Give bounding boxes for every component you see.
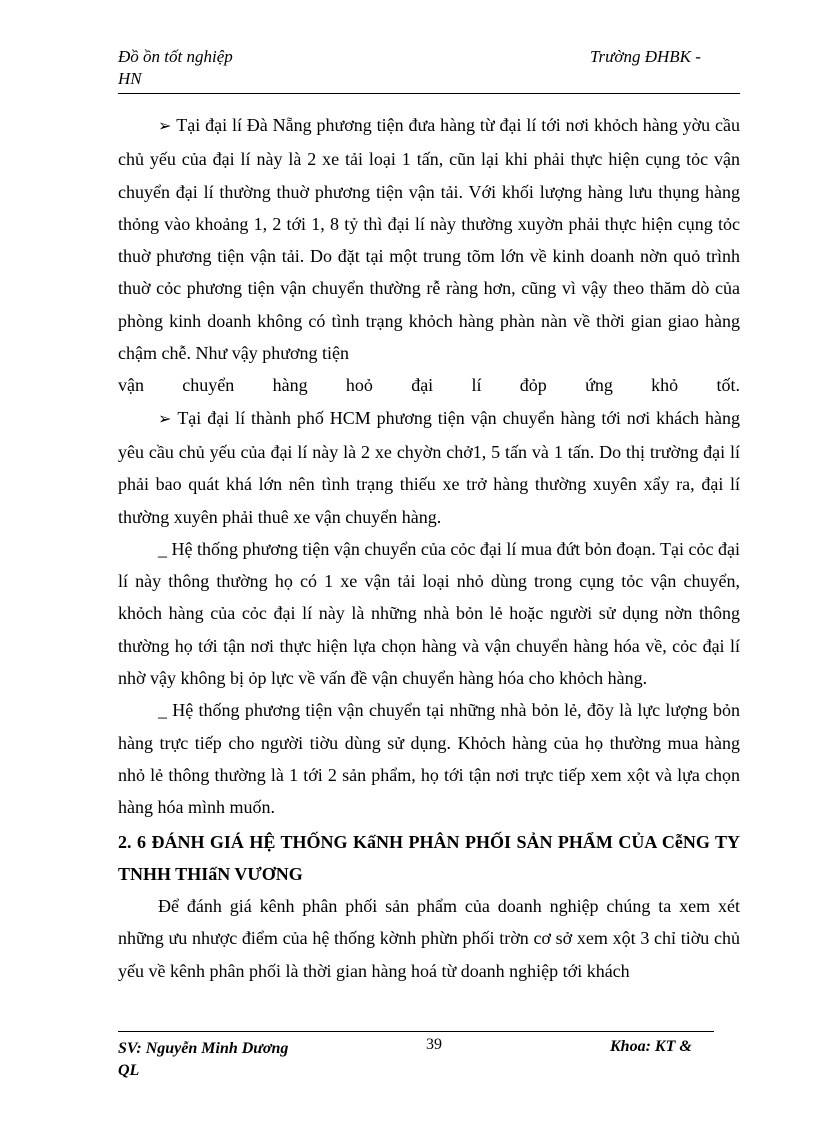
paragraph-danang-text: Tại đại lí Đà Nẵng phương tiện đưa hàng từ đại lí tới nơi khỏch hàng yờu cầu chủ yếu của đại lí này là 2 xe tải loại 1 tấn, cũn lại khi phải thực hiện cụng tỏc vận chuyển đại lí thường thuờ phương tiện vận tải. Với khối lượng hàng lưu thụng hàng thỏng vào khoảng 1, 2 tới 1, 8 tỷ thì đại lí này thường xuyờn phải thực hiện cụng tỏc thuờ phương tiện vận tải. Do đặt tại một trung tõm lớn về kinh doanh nờn quỏ trình thuờ cỏc phương tiện vận chuyển thường rễ ràng hơn, cũng vì vậy theo thăm dò của phòng kinh doanh không có tình trạng khỏch hàng phàn nàn về thời gian giao hàng chậm chễ. Như vậy phương tiện [118,115,741,364]
paragraph-danang [118,109,740,369]
paragraph-retailers: _ Hệ thống phương tiện vận chuyển tại những nhà bỏn lẻ, đõy là lực lượng bỏn hàng trực tiếp cho người tiờu dùng sử dụng. Khỏch hàng của họ thường mua hàng nhỏ lẻ thông thường là 1 tới 2 sản phẩm, họ tới tận nơi trực tiếp xem xột và lựa chọn hàng hóa mình muốn. [118,700,740,818]
header-divider [118,93,740,94]
paragraph-danang-last-line: vận chuyển hàng hoỏ đại lí đỏp ứng khỏ tốt. [118,375,740,396]
footer-divider [118,1031,714,1032]
header-right: Trường ĐHBK - [590,47,701,66]
footer-faculty: Khoa: KT & [610,1038,692,1055]
header-left-line2: HN [118,69,142,88]
document-body [118,109,740,987]
arrow-bullet-icon: ➢ [158,410,172,428]
footer-student-line1: SV: Nguyễn Minh Dương [118,1040,289,1057]
section-heading: 2. 6 ĐÁNH GIÁ HỆ THỐNG KấNH PHÂN PHỐI SẢN PHẨM CỦA CễNG TY TNHH THIấN VƯƠNG [118,831,740,884]
arrow-bullet-icon: ➢ [158,118,172,135]
header-left-line1: Đồ ồn tốt nghiệp [118,47,233,66]
header-left [118,46,233,90]
paragraph-evaluation: Để đánh giá kênh phân phối sản phẩm của doanh nghiệp chúng ta xem xét những ưu nhược điểm của hệ thống kờnh phừn phối trờn cơ sở xem xột 3 chỉ tiờu chủ yếu về kênh phân phối là thời gian hàng hoá từ doanh nghiệp tới khách [118,896,740,981]
paragraph-hcm-text: Tại đại lí thành phố HCM phương tiện vận chuyển hàng tới nơi khách hàng yêu cầu chủ yếu của đại lí này là 2 xe chyờn chở1, 5 tấn và 1 tấn. Do thị trường đại lí phải bao quát khá lớn nên tình trạng thiếu xe trở hàng thường xuyên xẩy ra, đại lí thường xuyên phải thuê xe vận chuyển hàng. [118,407,741,527]
footer-student-line2: QL [118,1062,140,1079]
paragraph-agents: _ Hệ thống phương tiện vận chuyển của cỏc đại lí mua đứt bỏn đoạn. Tại cỏc đại lí này thông thường họ có 1 xe vận tải loại nhỏ dùng trong cụng tỏc vận chuyển, khỏch hàng của cỏc đại lí này là những nhà bỏn lẻ hoặc người sử dụng nờn thông thường họ tới tận nơi thực hiện lựa chọn hàng và vận chuyển hàng hóa về, cỏc đại lí nhờ vậy không bị ỏp lực về vấn đề vận chuyển hàng hóa cho khỏch hàng. [118,538,740,689]
footer-student [118,1038,288,1082]
page-number: 39 [426,1036,442,1053]
paragraph-hcm [118,402,740,533]
